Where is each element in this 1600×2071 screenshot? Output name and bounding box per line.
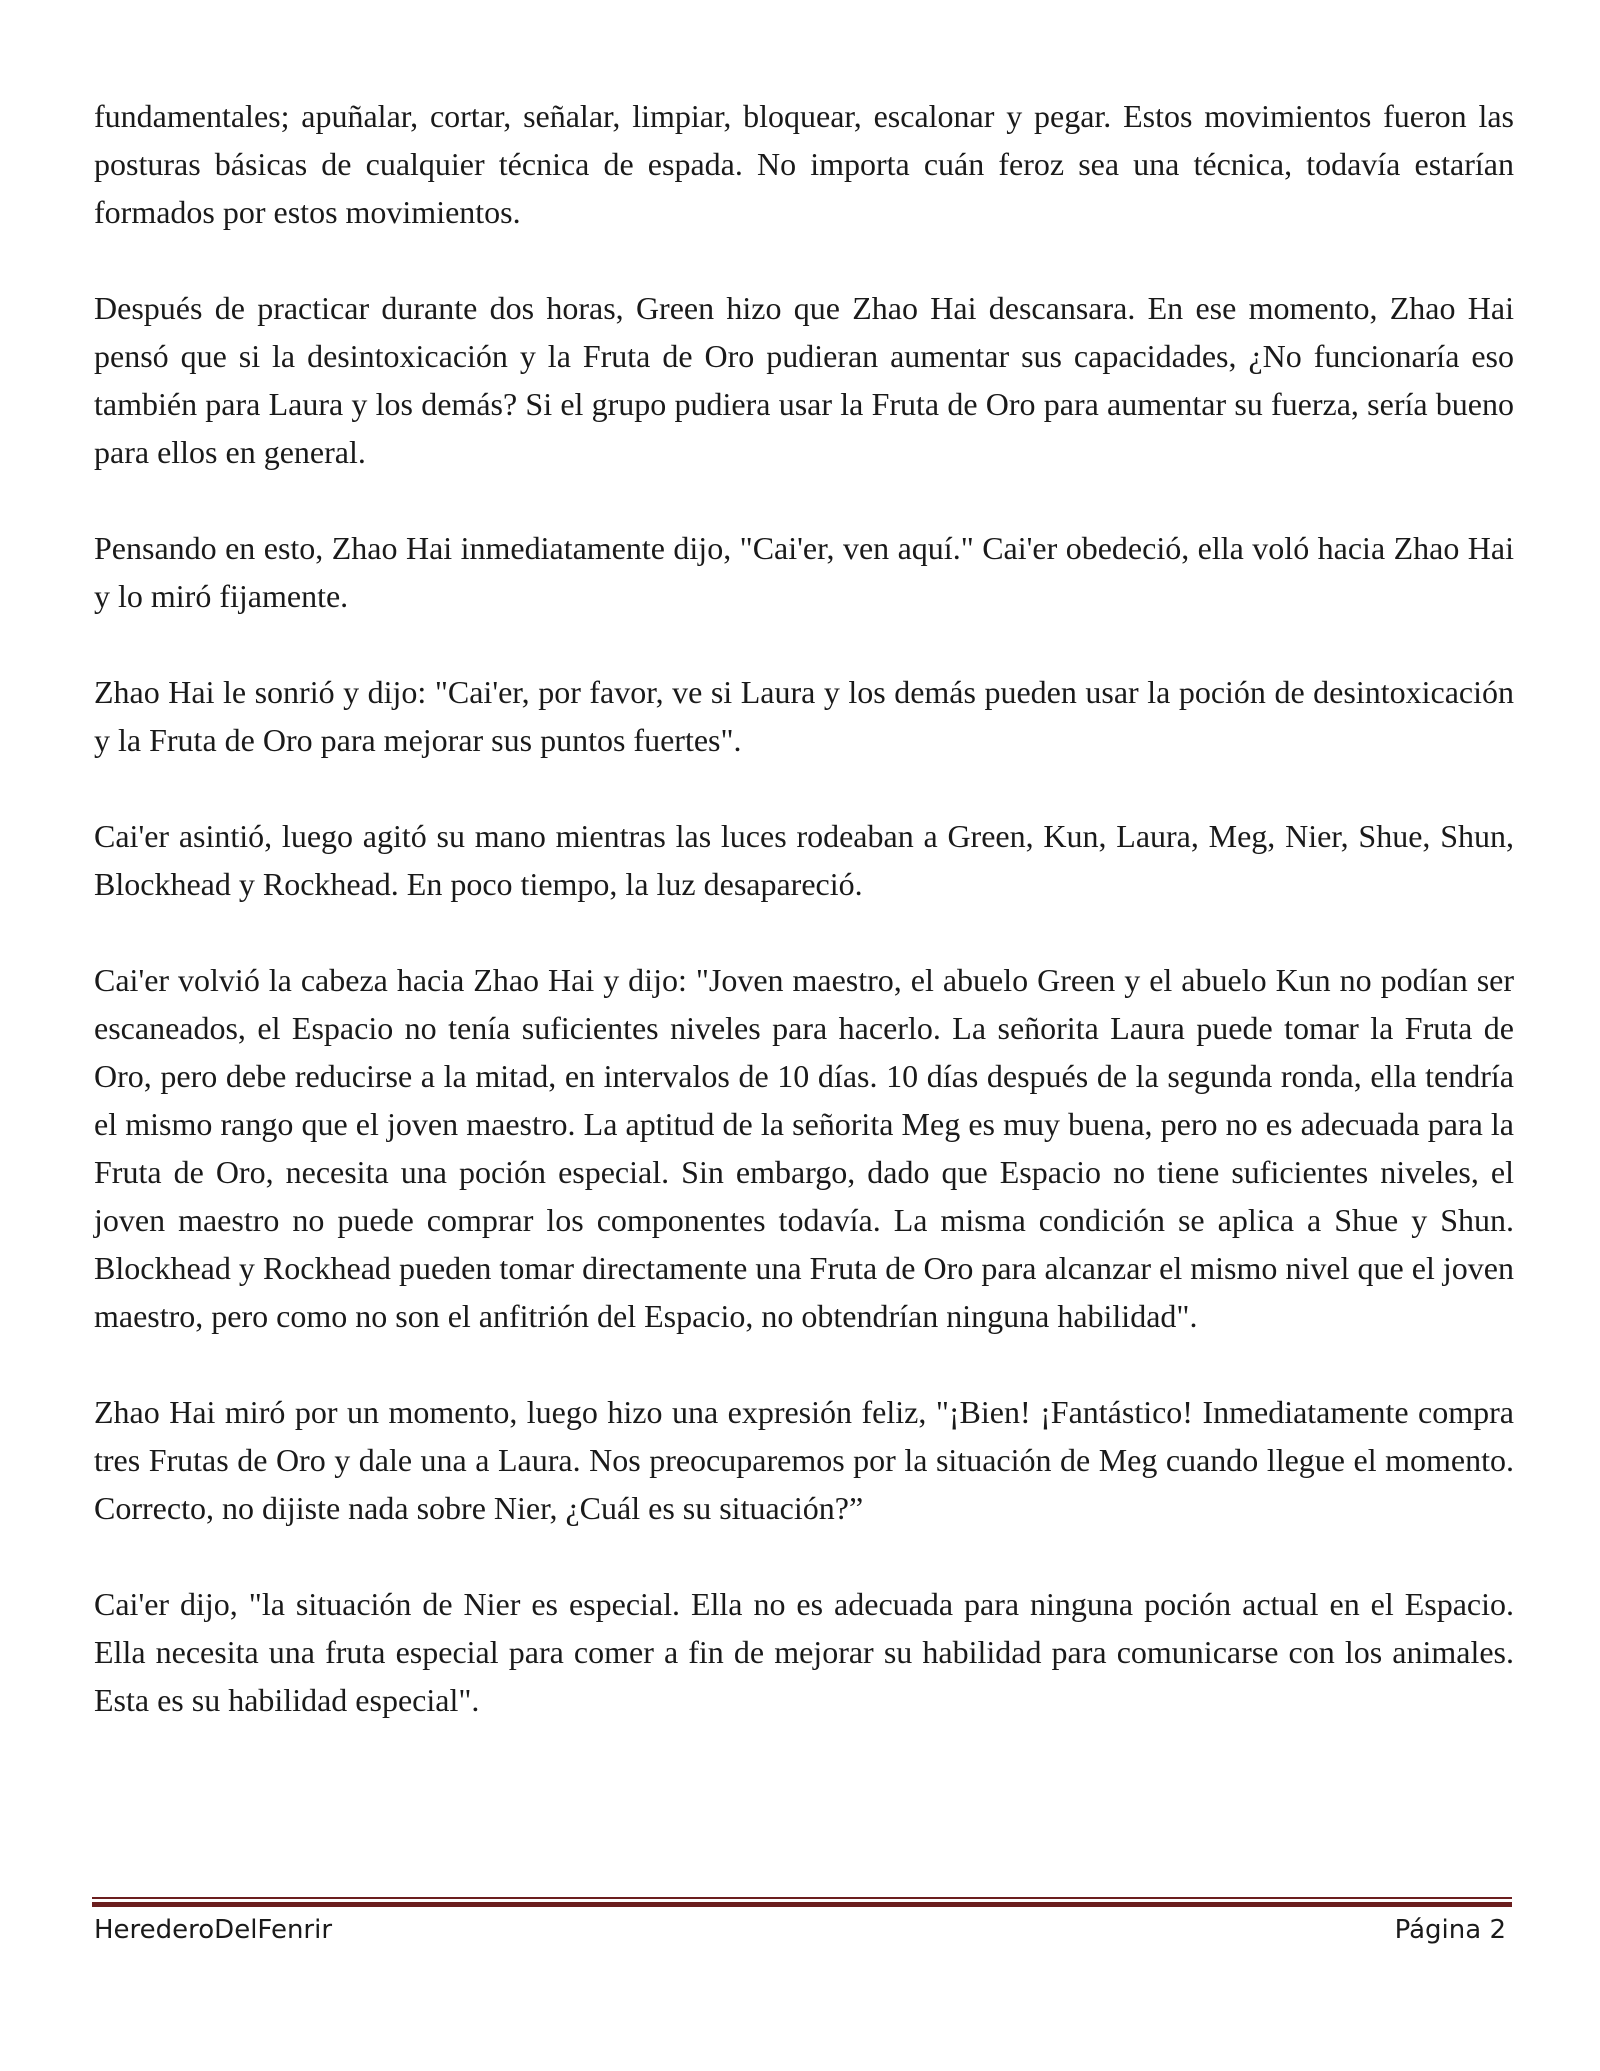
paragraph: Después de practicar durante dos horas, Green hizo que Zhao Hai descansara. En ese momento, Zhao Hai pensó que si la desintoxicación y la Fruta de Oro pudieran aumentar sus capacidades, ¿No funcionaría eso también para Laura y los demás? Si el grupo pudiera usar la Fruta de Oro para aumentar su fuerza, sería bueno para ellos en general.	[94, 290, 1514, 470]
paragraph: Cai'er asintió, luego agitó su mano mientras las luces rodeaban a Green, Kun, Laura, Meg, Nier, Shue, Shun, Blockhead y Rockhead. En poco tiempo, la luz desapareció.	[94, 818, 1514, 902]
body-text	[94, 92, 1514, 1772]
paragraph: fundamentales; apuñalar, cortar, señalar, limpiar, bloquear, escalonar y pegar. Estos movimientos fueron las posturas básicas de cualquier técnica de espada. No importa cuán feroz sea una técnica, todavía estarían formados por estos movimientos.	[94, 98, 1514, 230]
footer-author: HerederoDelFenrir	[94, 1915, 333, 1945]
paragraph: Cai'er dijo, "la situación de Nier es especial. Ella no es adecuada para ninguna poción actual en el Espacio. Ella necesita una fruta especial para comer a fin de mejorar su habilidad para comunicarse con los animales. Esta es su habilidad especial".	[94, 1586, 1514, 1718]
paragraph: Zhao Hai miró por un momento, luego hizo una expresión feliz, "¡Bien! ¡Fantástico! Inmediatamente compra tres Frutas de Oro y dale una a Laura. Nos preocuparemos por la situación de Meg cuando llegue el momento. Correcto, no dijiste nada sobre Nier, ¿Cuál es su situación?”	[94, 1394, 1514, 1526]
footer-page-number: Página 2	[1394, 1915, 1506, 1945]
footer-divider-thick-line	[92, 1902, 1512, 1907]
footer-divider	[92, 1897, 1512, 1909]
paragraph: Zhao Hai le sonrió y dijo: "Cai'er, por favor, ve si Laura y los demás pueden usar la poción de desintoxicación y la Fruta de Oro para mejorar sus puntos fuertes".	[94, 674, 1514, 758]
paragraph: Pensando en esto, Zhao Hai inmediatamente dijo, "Cai'er, ven aquí." Cai'er obedeció, ella voló hacia Zhao Hai y lo miró fijamente.	[94, 530, 1514, 614]
paragraph: Cai'er volvió la cabeza hacia Zhao Hai y dijo: "Joven maestro, el abuelo Green y el abuelo Kun no podían ser escaneados, el Espacio no tenía suficientes niveles para hacerlo. La señorita Laura puede tomar la Fruta de Oro, pero debe reducirse a la mitad, en intervalos de 10 días. 10 días después de la segunda ronda, ella tendría el mismo rango que el joven maestro. La aptitud de la señorita Meg es muy buena, pero no es adecuada para la Fruta de Oro, necesita una poción especial. Sin embargo, dado que Espacio no tiene suficientes niveles, el joven maestro no puede comprar los componentes todavía. La misma condición se aplica a Shue y Shun. Blockhead y Rockhead pueden tomar directamente una Fruta de Oro para alcanzar el mismo nivel que el joven maestro, pero como no son el anfitrión del Espacio, no obtendrían ninguna habilidad".	[94, 962, 1514, 1334]
footer-divider-thin-line	[92, 1897, 1512, 1899]
